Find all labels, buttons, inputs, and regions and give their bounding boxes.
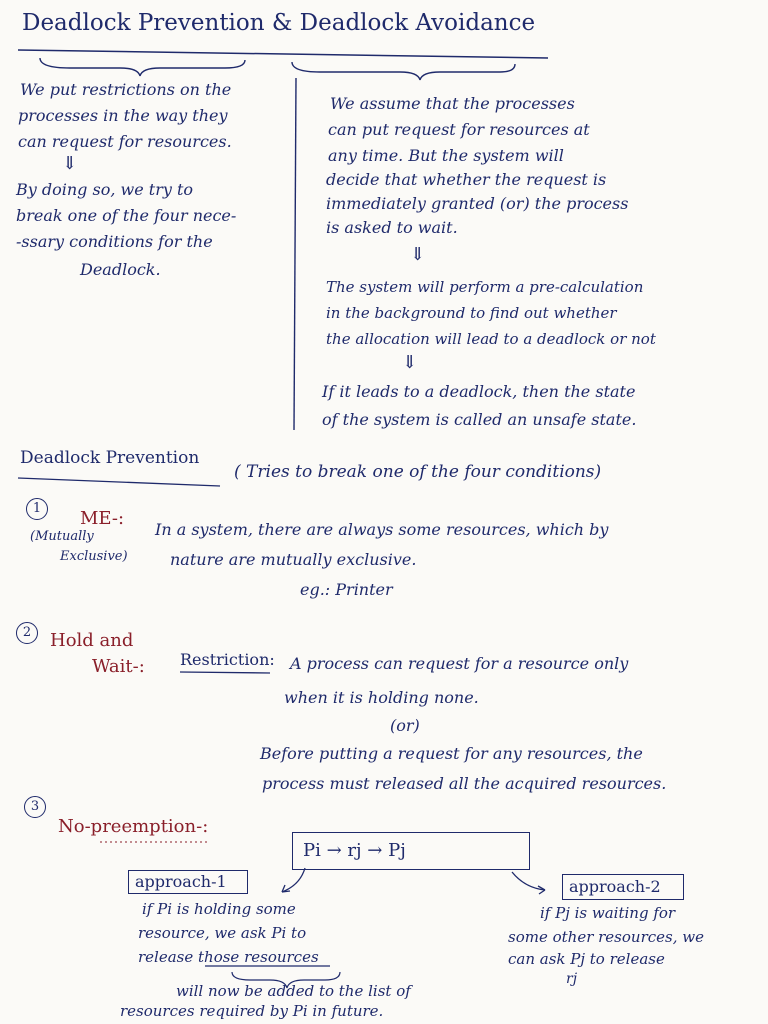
text-line: nature are mutually exclusive. xyxy=(170,550,417,569)
approach-1-box xyxy=(128,870,248,894)
page-title: Deadlock Prevention & Deadlock Avoidance xyxy=(22,10,536,36)
text-line: some other resources, we xyxy=(508,928,704,946)
item-number-1: 1 xyxy=(26,498,48,520)
item-number-3: 3 xyxy=(24,796,46,818)
approach-title: approach-1 xyxy=(135,872,227,891)
text-line: rj xyxy=(566,971,578,987)
text-line: in the background to find out whether xyxy=(326,304,617,322)
item-label: Hold and xyxy=(50,630,134,651)
text-line: In a system, there are always some resources, which by xyxy=(155,520,609,539)
item-label: No-preemption-: xyxy=(58,816,209,837)
down-arrow-icon: ⇓ xyxy=(402,352,418,373)
text-line: Deadlock. xyxy=(80,260,161,279)
down-arrow-icon: ⇓ xyxy=(62,153,78,174)
text-line: process must released all the acquired resources. xyxy=(262,774,667,793)
text-line: If it leads to a deadlock, then the state xyxy=(322,382,636,401)
approach-2-box xyxy=(562,874,684,900)
text-line: eg.: Printer xyxy=(300,580,393,599)
text-line: release those resources xyxy=(138,948,319,966)
item-sublabel: (Mutually xyxy=(30,529,94,544)
text-line: processes in the way they xyxy=(18,106,228,125)
text-line: -ssary conditions for the xyxy=(16,232,213,251)
text-line: resources required by Pi in future. xyxy=(120,1002,384,1020)
text-line: (or) xyxy=(390,716,420,735)
section-note: ( Tries to break one of the four conditions) xyxy=(234,462,602,482)
text-line: when it is holding none. xyxy=(284,688,479,707)
text-line: can request for resources. xyxy=(18,132,232,151)
text-line: A process can request for a resource only xyxy=(290,654,629,673)
item-number-2: 2 xyxy=(16,622,38,644)
process-resource-diagram xyxy=(292,832,530,870)
restriction-label: Restriction: xyxy=(180,650,275,669)
text-line: immediately granted (or) the process xyxy=(326,194,629,213)
section-heading: Deadlock Prevention xyxy=(20,448,200,468)
text-line: is asked to wait. xyxy=(326,218,458,237)
text-line: if Pj is waiting for xyxy=(540,904,676,922)
text-line: We put restrictions on the xyxy=(20,80,232,99)
text-line: can ask Pj to release xyxy=(508,950,665,968)
text-line: We assume that the processes xyxy=(330,94,575,113)
text-line: any time. But the system will xyxy=(328,146,564,165)
down-arrow-icon: ⇓ xyxy=(410,244,426,265)
text-line: can put request for resources at xyxy=(328,120,590,139)
text-line: resource, we ask Pi to xyxy=(138,924,307,942)
item-label: Wait-: xyxy=(92,656,145,677)
item-sublabel: Exclusive) xyxy=(60,549,128,564)
text-line: of the system is called an unsafe state. xyxy=(322,410,637,429)
text-line: break one of the four nece- xyxy=(16,206,237,225)
text-line: if Pi is holding some xyxy=(142,900,296,918)
approach-title: approach-2 xyxy=(569,877,661,896)
item-label: ME-: xyxy=(80,508,125,529)
text-line: the allocation will lead to a deadlock or not xyxy=(326,330,656,348)
text-line: Before putting a request for any resources, the xyxy=(260,744,643,763)
diagram-text: Pi → rj → Pj xyxy=(303,840,406,861)
text-line: By doing so, we try to xyxy=(16,180,194,199)
text-line: will now be added to the list of xyxy=(176,982,411,1000)
text-line: The system will perform a pre-calculation xyxy=(326,278,644,296)
text-line: decide that whether the request is xyxy=(326,170,607,189)
